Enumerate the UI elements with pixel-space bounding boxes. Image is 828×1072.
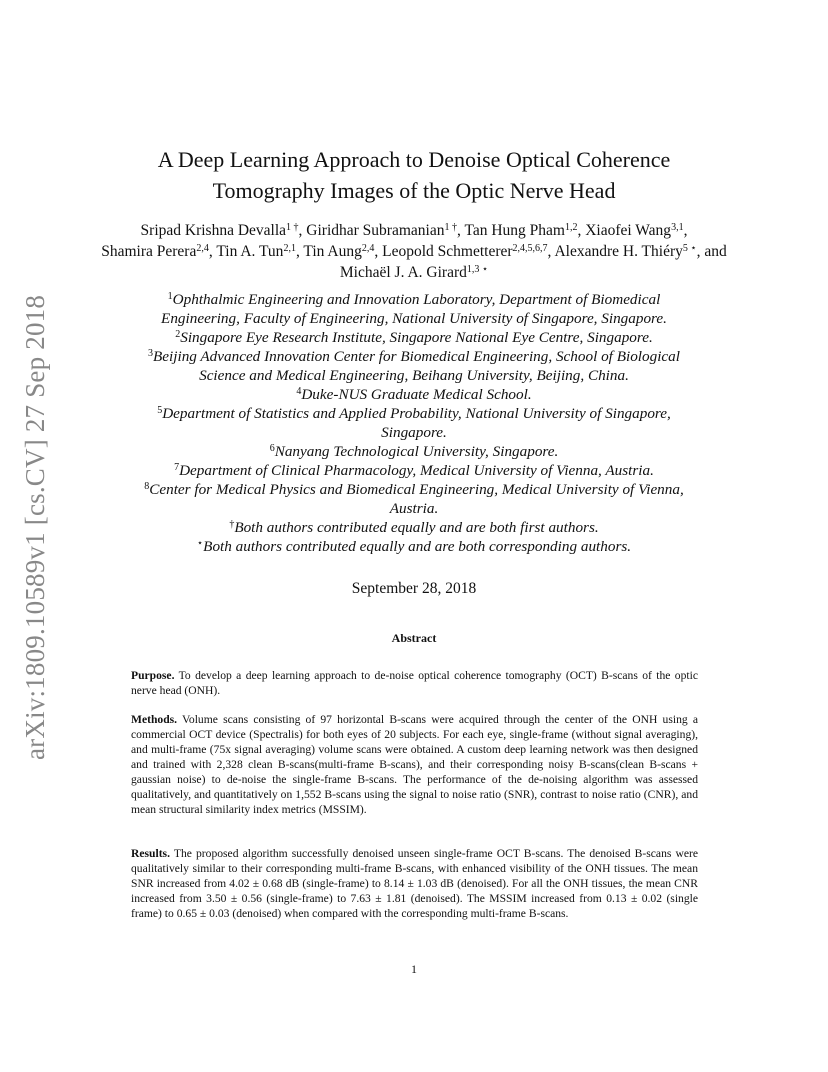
author-sup: 2,4,5,6,7 <box>512 243 548 254</box>
affiliation-text: Both authors contributed equally and are both first authors. <box>234 519 599 536</box>
author-sup: 2,1 <box>283 243 296 254</box>
author-list <box>96 220 732 283</box>
author-sup: 1,3 ⋆ <box>466 264 489 275</box>
page-number: 1 <box>411 962 417 976</box>
affiliation-text: Department of Clinical Pharmacology, Medical University of Vienna, Austria. <box>179 462 654 479</box>
title-line-2: Tomography Images of the Optic Nerve Head <box>212 178 616 203</box>
author-sup: 2,4 <box>361 243 375 254</box>
author-sup: 1 † <box>444 222 457 233</box>
affiliation-corresponding-note <box>96 537 732 556</box>
affiliation-mark: 1 <box>167 291 173 302</box>
affiliation-mark: 5 <box>157 405 163 416</box>
author-name: Shamira Perera <box>101 243 197 260</box>
methods-text: Volume scans consisting of 97 horizontal B-scans were acquired through the center of the ONH using a commercial OCT device (Spectralis) for both eyes of 20 subjects. For each eye, single-frame (without signal averaging), and multi-frame (75x signal averaging) volume scans were obtained. A custom deep learning network was then designed and trained with 2,328 clean B-scans(multi-frame B-scans), and their corresponding noisy B-scans(clean B-scans + gaussian noise) to de-noise the single-frame B-scans. The performance of the de-noising algorithm was assessed qualitatively, and quantitatively on 1,552 B-scans using the signal to noise ratio (SNR), contrast to noise ratio (CNR), and mean structural similarity index metrics (MSSIM). <box>131 713 698 816</box>
author-name: Tin A. Tun <box>216 243 284 260</box>
author-name: Giridhar Subramanian <box>306 222 445 239</box>
affiliation-text: Duke-NUS Graduate Medical School. <box>301 386 532 403</box>
affiliation-mark: † <box>229 519 235 530</box>
affiliation-1 <box>96 290 732 328</box>
affiliation-4 <box>96 385 732 404</box>
affiliation-2 <box>96 328 732 347</box>
affiliation-first-authors-note <box>96 518 732 537</box>
author-name: Tan Hung Pham <box>464 222 565 239</box>
arxiv-identifier: arXiv:1809.10589v1 [cs.CV] 27 Sep 2018 <box>20 294 50 760</box>
abstract-heading: Abstract <box>391 631 437 645</box>
affiliation-text: Center for Medical Physics and Biomedical Engineering, Medical University of Vienna, <box>149 481 684 498</box>
purpose-label: Purpose. <box>131 669 175 682</box>
results-text: The proposed algorithm successfully denoised unseen single-frame OCT B-scans. The denoised B-scans were qualitatively similar to their corresponding multi-frame B-scans, with enhanced visibility of the ONH tissues. The mean SNR increased from 4.02 ± 0.68 dB (single-frame) to 8.14 ± 1.03 dB (denoised). For all the ONH tissues, the mean CNR increased from 3.50 ± 0.56 (single-frame) to 7.63 ± 1.81 (denoised). The MSSIM increased from 0.13 ± 0.02 (single frame) to 0.65 ± 0.03 (denoised) when compared with the corresponding multi-frame B-scans. <box>131 847 698 920</box>
author-line-2: Shamira Perera$^{2,4}$, Tin A. Tun$^{2,1}$, Tin Aung$^{2,4}$, Leopold Schmetterer$^{2,4,5,6,7}$, Alexandre H. Thiéry$^{5 ⋆}$, and Michaël J. A. Girard$^{1,3 ⋆}$ <box>101 243 727 281</box>
affiliation-8 <box>96 480 732 518</box>
affiliation-mark: 4 <box>296 386 302 397</box>
affiliation-text: Singapore. <box>381 424 447 441</box>
affiliation-text: Beijing Advanced Innovation Center for Biomedical Engineering, School of Biological <box>153 348 680 365</box>
affiliation-3 <box>96 347 732 385</box>
affiliation-mark: 6 <box>269 443 275 454</box>
author-sup: 1,2 <box>564 222 578 233</box>
affiliation-mark: ⋆ <box>196 538 204 549</box>
affiliation-mark: 8 <box>144 481 150 492</box>
results-label: Results. <box>131 847 170 860</box>
author-sup: 5 ⋆ <box>682 243 697 254</box>
author-sup: 2,4 <box>196 243 209 254</box>
affiliation-7 <box>96 461 732 480</box>
abstract-methods <box>131 712 698 817</box>
affiliation-text: Nanyang Technological University, Singapore. <box>274 443 559 460</box>
affiliation-text: Ophthalmic Engineering and Innovation Laboratory, Department of Biomedical <box>172 291 661 308</box>
affiliation-list <box>96 290 732 556</box>
author-name: Michaël J. A. Girard <box>339 264 467 281</box>
publication-date: September 28, 2018 <box>351 580 477 597</box>
affiliation-6 <box>96 442 732 461</box>
purpose-text: To develop a deep learning approach to de-noise optical coherence tomography (OCT) B-scans of the optic nerve head (ONH). <box>131 669 698 697</box>
affiliation-text: Science and Medical Engineering, Beihang University, Beijing, China. <box>199 367 629 384</box>
affiliation-mark: 7 <box>174 462 180 473</box>
title-line-1: A Deep Learning Approach to Denoise Optical Coherence <box>157 147 671 172</box>
affiliation-text: Both authors contributed equally and are both corresponding authors. <box>203 538 632 555</box>
affiliation-text: Engineering, Faculty of Engineering, National University of Singapore, Singapore. <box>161 310 667 327</box>
author-name: Leopold Schmetterer <box>382 243 513 260</box>
author-name: Alexandre H. Thiéry <box>554 243 683 260</box>
affiliation-mark: 3 <box>148 348 154 359</box>
author-sup: 1 † <box>286 222 299 233</box>
author-name: Tin Aung <box>303 243 362 260</box>
author-name: Xiaofei Wang <box>585 222 672 239</box>
author-sup: 3,1 <box>671 222 684 233</box>
affiliation-text: Department of Statistics and Applied Probability, National University of Singapore, <box>162 405 671 422</box>
author-line-1: Sripad Krishna Devalla$^{1 \dagger}$, Giridhar Subramanian$^{1 \dagger}$, Tan Hung Pham$^{1,2}$, Xiaofei Wang$^{3,1}$, <box>140 222 688 239</box>
arxiv-sidebar-stamp <box>20 280 60 760</box>
affiliation-5 <box>96 404 732 442</box>
affiliation-text: Singapore Eye Research Institute, Singapore National Eye Centre, Singapore. <box>180 329 653 346</box>
abstract-results <box>131 846 698 921</box>
affiliation-text: Austria. <box>389 500 439 517</box>
abstract-purpose <box>131 668 698 698</box>
affiliation-mark: 2 <box>175 329 181 340</box>
author-name: Sripad Krishna Devalla <box>140 222 287 239</box>
methods-label: Methods. <box>131 713 178 726</box>
paper-title <box>100 144 728 206</box>
